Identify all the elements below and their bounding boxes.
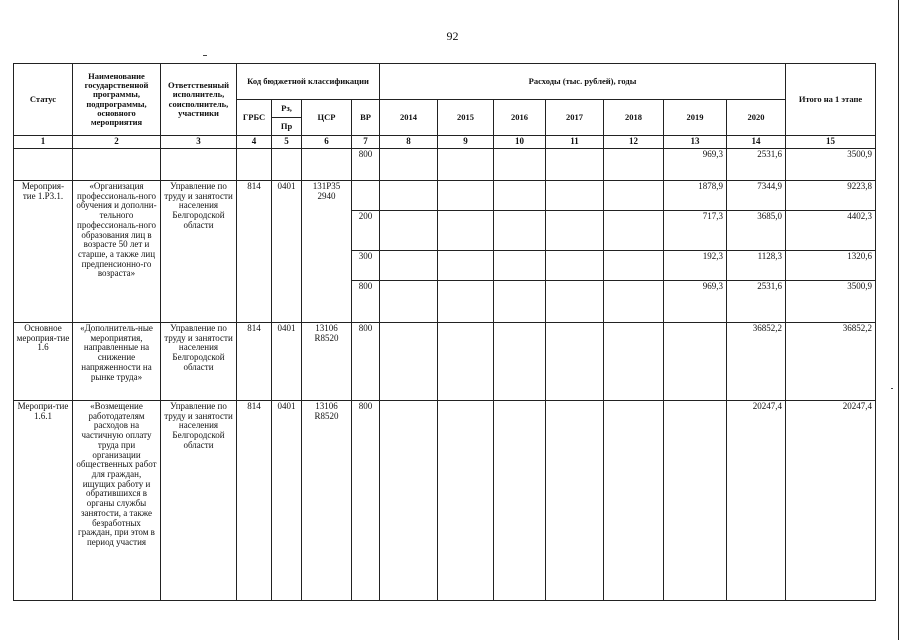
cell-csr: 13106 R8520 (302, 401, 352, 601)
cell-vr: 800 (352, 401, 380, 601)
cell-vr: 800 (352, 281, 380, 323)
column-number: 1 (14, 136, 73, 149)
budget-table (13, 63, 876, 601)
cell-csr: 131Р35 2940 (302, 181, 352, 323)
table-row-measure-1-6-1 (14, 401, 876, 601)
cell-grbs: 814 (237, 323, 272, 401)
cell-total: 36852,2 (786, 323, 876, 401)
column-number: 4 (237, 136, 272, 149)
cell-2019: 717,3 (664, 211, 727, 251)
column-number: 3 (161, 136, 237, 149)
column-number: 2 (73, 136, 161, 149)
cell-csr: 13106 R8520 (302, 323, 352, 401)
header-row-1 (14, 64, 876, 100)
header-responsible: Ответственный исполнитель, соисполнитель, участники (161, 64, 237, 136)
cell-2019: 969,3 (664, 149, 727, 181)
cell-vr: 200 (352, 211, 380, 251)
cell-vr: 800 (352, 323, 380, 401)
column-number: 11 (546, 136, 604, 149)
cell-2020: 7344,9 (727, 181, 786, 211)
column-number: 10 (494, 136, 546, 149)
cell-vr: 300 (352, 251, 380, 281)
cell-total: 3500,9 (786, 149, 876, 181)
cell-program-name: «Организация профессиональ-ного обучения и дополни-тельного профессиональ-ного образования лиц в возрасте 50 лет и старше, а также лиц предпенсионно-го возраста» (73, 181, 161, 323)
column-number: 8 (380, 136, 438, 149)
cell-2020: 2531,6 (727, 281, 786, 323)
cell-2020: 2531,6 (727, 149, 786, 181)
header-grbs: ГРБС (237, 100, 272, 136)
table-row-measure-p3 (14, 181, 876, 211)
column-number: 7 (352, 136, 380, 149)
cell-responsible: Управление по труду и занятости населения Белгородской области (161, 181, 237, 323)
header-budget-code: Код бюджетной классификации (237, 64, 380, 100)
cell-total: 9223,8 (786, 181, 876, 211)
table-row-continuation (14, 149, 876, 181)
cell-2020: 3685,0 (727, 211, 786, 251)
cell-grbs: 814 (237, 181, 272, 323)
cell-status: Основное мероприя-тие 1.6 (14, 323, 73, 401)
header-year-2020: 2020 (727, 100, 786, 136)
cell-rzpr: 0401 (272, 323, 302, 401)
header-expenses: Расходы (тыс. рублей), годы (380, 64, 786, 100)
cell-program-name: «Дополнитель-ные мероприятия, направленные на снижение напряженности на рынке труда» (73, 323, 161, 401)
cell-rzpr: 0401 (272, 401, 302, 601)
header-vr: ВР (352, 100, 380, 136)
cell-status: Меропри-тие 1.6.1 (14, 401, 73, 601)
cell-program-name: «Возмещение работодателям расходов на частичную оплату труда при организации общественных работ для граждан, ищущих работу и обратившихся в органы службы занятости, а также безработных граждан, при этом в период участия (73, 401, 161, 601)
column-number: 15 (786, 136, 876, 149)
cell-2020: 36852,2 (727, 323, 786, 401)
cell-vr: 800 (352, 149, 380, 181)
column-number: 14 (727, 136, 786, 149)
header-status: Статус (14, 64, 73, 136)
cell-total: 3500,9 (786, 281, 876, 323)
cell-2019: 1878,9 (664, 181, 727, 211)
page-number: 92 (446, 29, 459, 43)
cell-2020: 20247,4 (727, 401, 786, 601)
cell-total: 1320,6 (786, 251, 876, 281)
scan-dot (891, 388, 893, 389)
header-year-2015: 2015 (438, 100, 494, 136)
cell-total: 20247,4 (786, 401, 876, 601)
page-edge-line (898, 0, 899, 640)
cell-grbs: 814 (237, 401, 272, 601)
header-year-2014: 2014 (380, 100, 438, 136)
cell-vr (352, 181, 380, 211)
header-year-2018: 2018 (604, 100, 664, 136)
cell-total: 4402,3 (786, 211, 876, 251)
table-row-main-measure-1-6 (14, 323, 876, 401)
column-number: 6 (302, 136, 352, 149)
header-csr: ЦСР (302, 100, 352, 136)
cell-rzpr: 0401 (272, 181, 302, 323)
cell-responsible: Управление по труду и занятости населения Белгородской области (161, 323, 237, 401)
header-total: Итого на 1 этапе (786, 64, 876, 136)
column-number: 5 (272, 136, 302, 149)
cell-2019: 192,3 (664, 251, 727, 281)
header-rz: Рз, (272, 100, 302, 118)
scan-mark (203, 55, 207, 56)
cell-2019: 969,3 (664, 281, 727, 323)
header-year-2017: 2017 (546, 100, 604, 136)
column-number: 13 (664, 136, 727, 149)
column-number-row (14, 136, 876, 149)
column-number: 12 (604, 136, 664, 149)
header-year-2016: 2016 (494, 100, 546, 136)
header-program-name: Наименование государственной программы, подпрограммы, основного мероприятия (73, 64, 161, 136)
cell-responsible: Управление по труду и занятости населения Белгородской области (161, 401, 237, 601)
cell-2020: 1128,3 (727, 251, 786, 281)
column-number: 9 (438, 136, 494, 149)
header-year-2019: 2019 (664, 100, 727, 136)
cell-status: Мероприя-тие 1.Р3.1. (14, 181, 73, 323)
header-pr: Пр (272, 118, 302, 136)
